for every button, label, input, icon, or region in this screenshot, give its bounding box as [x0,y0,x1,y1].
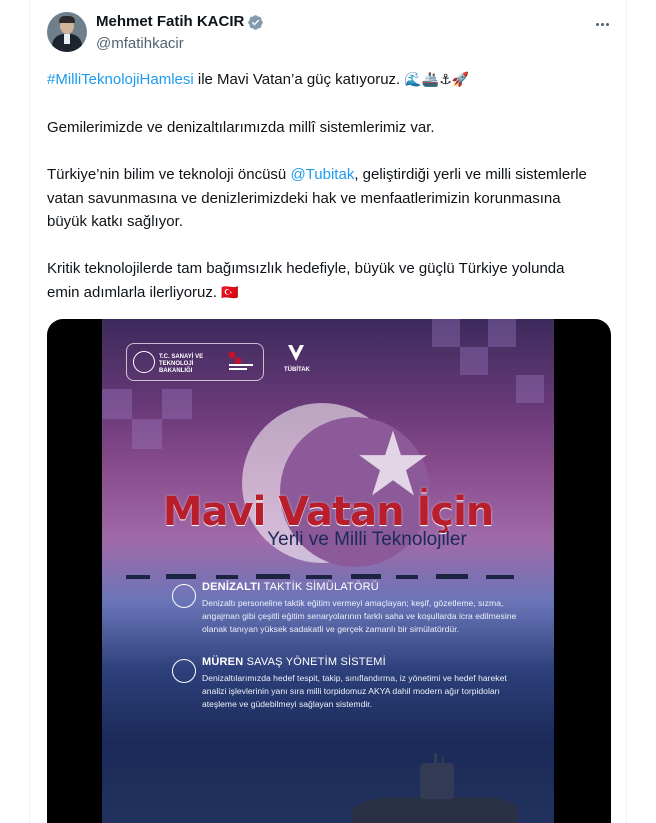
author-name[interactable]: Mehmet Fatih KACIR [96,13,245,30]
post-line-1: ile Mavi Vatan’a güç katıyoruz. [193,71,405,88]
section-muren [202,656,532,711]
post-paragraph-2: Gemilerimizde ve denizaltılarımızda millî sistemlerimiz var. [47,119,435,136]
section-2-body: Denizaltılarımızda hedef tespit, takip, sınıflandırma, iz yönetimi ve hedef hareket analizi işlevlerinin yanı sıra milli torpidomuz AKYA dahil modern ağır torpidoları ateşleme ve güdebilmeyi sağlayan sistemdir. [202,673,507,709]
submarine-image [342,749,522,823]
ministry-seal-icon [133,351,155,373]
tubitak-icon [284,341,308,365]
tubitak-label: TÜBİTAK [284,367,310,373]
section-denizalti [202,581,532,636]
section-1-title-rest: TAKTİK SİMÜLATÖRÜ [260,581,379,593]
section-1-body: Denizaltı personeline taktik eğitim vermeyi amaçlayan; keşif, gözetleme, sızma, angajman gibi çeşitli eğitim senaryolarının farklı saha ve koşullarda icra edilmesine olanak tanıyan yüksek sadakatli ve gerçek zamanlı bir simülatördür. [202,598,517,634]
post-text [47,68,599,329]
milli-teknoloji-logo-icon [227,350,255,372]
mention-link[interactable]: @Tubitak [290,166,355,183]
ministry-logo-box [126,343,264,381]
post-paragraph-3-end: , geliştirdiği yerli ve milli sistemlerle vatan savunmasına ve denizlerimizdeki hak ve menfaatlerimizin korunmasına büyük katkı sağlıyor. [47,166,587,230]
section-2-title-rest: SAVAŞ YÖNETİM SİSTEMİ [243,656,386,668]
author-handle[interactable]: @mfatihkacir [96,35,184,52]
submarine-sim-icon [172,584,196,608]
post-image[interactable] [47,319,611,823]
fleet-silhouette [126,569,536,581]
flag-emoji: 🇹🇷 [221,284,239,301]
tubitak-logo [284,341,308,377]
ministry-label: T.C. SANAYİ VE TEKNOLOJİ BAKANLIĞI [159,354,204,374]
more-options-icon[interactable] [592,14,612,34]
poster [102,319,554,823]
emoji-group: 🌊🚢⚓🚀 [404,72,470,88]
section-2-title-bold: MÜREN [202,656,244,668]
avatar[interactable] [47,12,87,52]
section-1-title-bold: DENİZALTI [202,581,261,593]
post-paragraph-4: Kritik teknolojilerde tam bağımsızlık hedefiyle, büyük ve güçlü Türkiye yolunda emin adımlarla ilerliyoruz. [47,260,565,301]
poster-subtitle: Yerli ve Milli Teknolojiler [267,529,467,550]
radar-icon [172,659,196,683]
verified-badge-icon [247,14,264,31]
poster-title: Mavi Vatan İçin [162,489,494,535]
post-paragraph-3-start: Türkiye’nin bilim ve teknoloji öncüsü [47,166,291,183]
hashtag-link[interactable]: #MilliTeknolojiHamlesi [47,71,194,88]
